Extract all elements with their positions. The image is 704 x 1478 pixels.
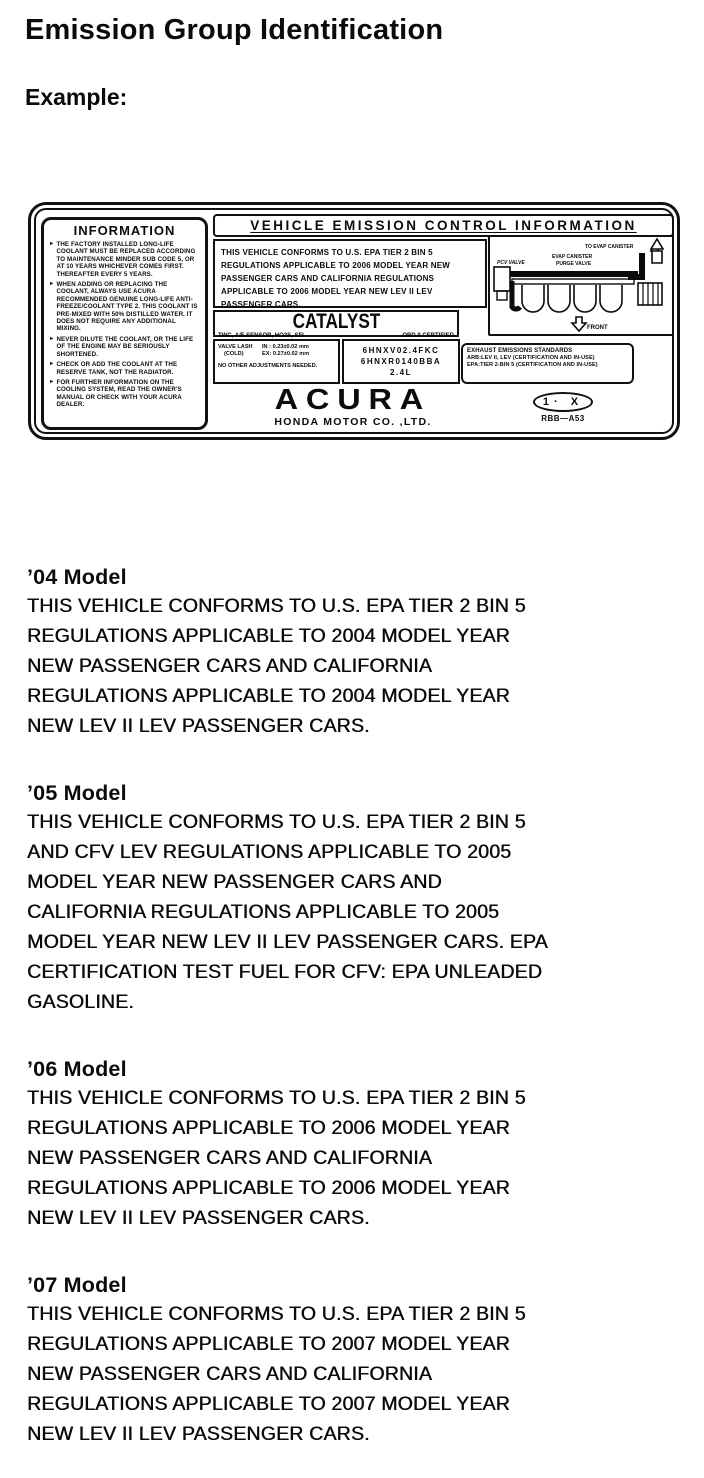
plenum-bar-2 bbox=[512, 279, 634, 284]
up-arrow-head bbox=[651, 239, 663, 249]
text-line: THIS VEHICLE CONFORMS TO U.S. EPA TIER 2 BIN 5 bbox=[27, 811, 526, 833]
information-title: INFORMATION bbox=[73, 223, 176, 238]
valve-lash-ex: EX: 0.27±0.02 mm bbox=[262, 351, 310, 357]
text-line: NEW LEV II LEV PASSENGER CARS. bbox=[27, 715, 370, 737]
text-line: THIS VEHICLE CONFORMS TO U.S. EPA TIER 2 BIN 5 bbox=[27, 1303, 526, 1325]
valve-lash-cold: (COLD) bbox=[224, 351, 244, 357]
brand-block bbox=[213, 385, 493, 428]
runner-3 bbox=[574, 285, 596, 312]
label-stamp bbox=[518, 392, 608, 423]
model-section-06 bbox=[27, 1055, 687, 1233]
page-title: Emission Group Identification bbox=[25, 14, 444, 46]
catalyst-title: CATALYST bbox=[292, 310, 380, 333]
model-section-07 bbox=[27, 1271, 687, 1449]
text-line: CALIFORNIA REGULATIONS APPLICABLE TO 2005 bbox=[27, 901, 500, 923]
stamp-oval: 1· X bbox=[533, 392, 593, 412]
runner-1 bbox=[522, 285, 544, 312]
veci-header bbox=[213, 214, 674, 237]
text-line: MODEL YEAR NEW PASSENGER CARS AND bbox=[27, 871, 442, 893]
company-name: HONDA MOTOR CO. ,LTD. bbox=[274, 416, 432, 428]
engine-displacement: 2.4L bbox=[389, 368, 412, 377]
obd-certified: OBD II CERTIFIED bbox=[402, 333, 454, 339]
model-sections bbox=[27, 563, 687, 1478]
bullet-arrow-icon: ► bbox=[49, 335, 55, 342]
bullet-arrow-icon: ► bbox=[49, 241, 55, 247]
runner-2 bbox=[548, 285, 570, 312]
engine-diagram bbox=[490, 237, 672, 334]
exhaust-standards-title: EXHAUST EMISSIONS STANDARDS bbox=[467, 348, 573, 354]
text-line: THIS VEHICLE CONFORMS TO U.S. EPA TIER 2 BIN 5 bbox=[27, 1087, 526, 1109]
model-heading: ’04 Model bbox=[27, 565, 127, 589]
model-heading: ’07 Model bbox=[27, 1273, 127, 1297]
info-bullet bbox=[49, 241, 200, 278]
conformity-statement-box: THIS VEHICLE CONFORMS TO U.S. EPA TIER 2 BIN 5 REGULATIONS APPLICABLE TO 2006 MODEL YEAR NEW PASSENGER CARS AND CALIFORNIA REGULATIONS APPLICABLE TO 2006 MODEL YEAR NEW LEV II LEV PASSENGER CARS. bbox=[213, 239, 487, 308]
info-bullet bbox=[49, 379, 200, 409]
bullet-arrow-icon: ► bbox=[49, 361, 55, 368]
engine-family-line2: 6HNXR0140BBA bbox=[360, 357, 442, 366]
info-bullet bbox=[49, 336, 200, 358]
text-line: REGULATIONS APPLICABLE TO 2007 MODEL YEAR bbox=[27, 1333, 510, 1355]
text-line: NEW LEV II LEV PASSENGER CARS. bbox=[27, 1423, 370, 1445]
valve-lash-box bbox=[213, 339, 340, 384]
text-line: CERTIFICATION TEST FUEL FOR CFV: EPA UNLEADED bbox=[27, 961, 543, 983]
emission-label bbox=[28, 202, 680, 440]
bullet-text: CHECK OR ADD THE COOLANT AT THE RESERVE TANK, NOT THE RADIATOR. bbox=[56, 361, 178, 376]
text-line: NEW PASSENGER CARS AND CALIFORNIA bbox=[27, 1147, 432, 1169]
engine-diagram-box bbox=[488, 235, 674, 336]
intake-box-foot bbox=[497, 291, 507, 300]
bullet-arrow-icon: ► bbox=[49, 281, 55, 288]
text-line: REGULATIONS APPLICABLE TO 2006 MODEL YEAR bbox=[27, 1177, 510, 1199]
model-section-04 bbox=[27, 563, 687, 741]
text-line: MODEL YEAR NEW LEV II LEV PASSENGER CARS. EPA bbox=[27, 931, 548, 953]
diagram-label-purge-2: PURGE VALVE bbox=[556, 261, 592, 267]
catalyst-box bbox=[213, 310, 459, 337]
model-heading: ’06 Model bbox=[27, 1057, 127, 1081]
exhaust-standards-box bbox=[461, 343, 634, 384]
engine-family-line1: 6HNXV02.4FKC bbox=[362, 346, 440, 355]
info-bullet bbox=[49, 361, 200, 376]
intake-box bbox=[494, 267, 510, 291]
text-line: GASOLINE. bbox=[27, 991, 134, 1013]
bullet-text: NEVER DILUTE THE COOLANT, OR THE LIFE OF THE ENGINE MAY BE SERIOUSLY SHORTENED. bbox=[56, 335, 194, 358]
bullet-arrow-icon: ► bbox=[49, 378, 55, 385]
text-line: NEW PASSENGER CARS AND CALIFORNIA bbox=[27, 655, 432, 677]
front-arrow-icon bbox=[572, 317, 586, 331]
bullet-text: FOR FURTHER INFORMATION ON THE COOLING SYSTEM, READ THE OWNER'S MANUAL OR CHECK WITH YOUR ACURA DEALER. bbox=[56, 378, 182, 409]
runner-4 bbox=[600, 285, 622, 312]
valve-lash-row-ex bbox=[218, 351, 335, 358]
acura-logo: ACURA bbox=[274, 384, 432, 416]
diagram-label-purge-1: EVAP CANISTER bbox=[552, 254, 593, 260]
text-line: REGULATIONS APPLICABLE TO 2006 MODEL YEAR bbox=[27, 1117, 510, 1139]
emission-label-inner bbox=[34, 208, 674, 434]
valve-lash-row-in bbox=[218, 344, 335, 351]
engine-family-box bbox=[342, 339, 460, 384]
plenum-bar bbox=[510, 271, 638, 277]
valve-lash-in: IN : 0.23±0.02 mm bbox=[262, 344, 309, 350]
text-line: NEW PASSENGER CARS AND CALIFORNIA bbox=[27, 1363, 432, 1385]
example-heading: Example: bbox=[25, 84, 128, 110]
catalyst-systems: TWC, A/F SENSOR, HO2S, SFI bbox=[218, 333, 304, 339]
pcv-pipe bbox=[512, 281, 520, 309]
text-line: REGULATIONS APPLICABLE TO 2004 MODEL YEAR bbox=[27, 625, 510, 647]
text-line: REGULATIONS APPLICABLE TO 2007 MODEL YEAR bbox=[27, 1393, 510, 1415]
bullet-text: THE FACTORY INSTALLED LONG-LIFE COOLANT MUST BE REPLACED ACCORDING TO MAINTENANCE MINDER SUB CODE 5, OR AT 10 YEARS WHICHEVER COMES FIRST. THEREAFTER EVERY 5 YEARS. bbox=[56, 241, 196, 278]
text-line: THIS VEHICLE CONFORMS TO U.S. EPA TIER 2 BIN 5 bbox=[27, 595, 526, 617]
diagram-label-pcv: PCV VALVE bbox=[497, 260, 525, 266]
valve-lash-note: NO OTHER ADJUSTMENTS NEEDED. bbox=[218, 363, 318, 369]
model-section-05 bbox=[27, 779, 687, 1017]
bullet-text: WHEN ADDING OR REPLACING THE COOLANT, ALWAYS USE ACURA RECOMMENDED GENUINE LONG-LIFE ANTI-FREEZE/COOLANT TYPE 2. THIS COOLANT IS PRE-MIXED WITH 50% DISTILLED WATER. IT DOES NOT REQUIRE ANY ADDITIONAL MIXING. bbox=[56, 281, 198, 333]
text-line: REGULATIONS APPLICABLE TO 2004 MODEL YEAR bbox=[27, 685, 510, 707]
stamp-code: RBB—A53 bbox=[541, 414, 585, 423]
model-heading: ’05 Model bbox=[27, 781, 127, 805]
diagram-label-front: FRONT bbox=[587, 325, 608, 331]
coolant-information-box bbox=[41, 217, 208, 430]
veci-header-text: VEHICLE EMISSION CONTROL INFORMATION bbox=[250, 218, 637, 233]
valve-lash-label: VALVE LASH bbox=[218, 344, 253, 350]
info-bullet bbox=[49, 281, 200, 333]
text-line: NEW LEV II LEV PASSENGER CARS. bbox=[27, 1207, 370, 1229]
diagram-label-to-evap: TO EVAP CANISTER bbox=[585, 244, 634, 250]
exhaust-epa: EPA:TIER 2-BIN 5 (CERTIFICATION AND IN-USE) bbox=[467, 362, 598, 369]
exhaust-arb: ARB:LEV II, LEV (CERTIFICATION AND IN-USE) bbox=[467, 355, 595, 362]
text-line: AND CFV LEV REGULATIONS APPLICABLE TO 2005 bbox=[27, 841, 512, 863]
